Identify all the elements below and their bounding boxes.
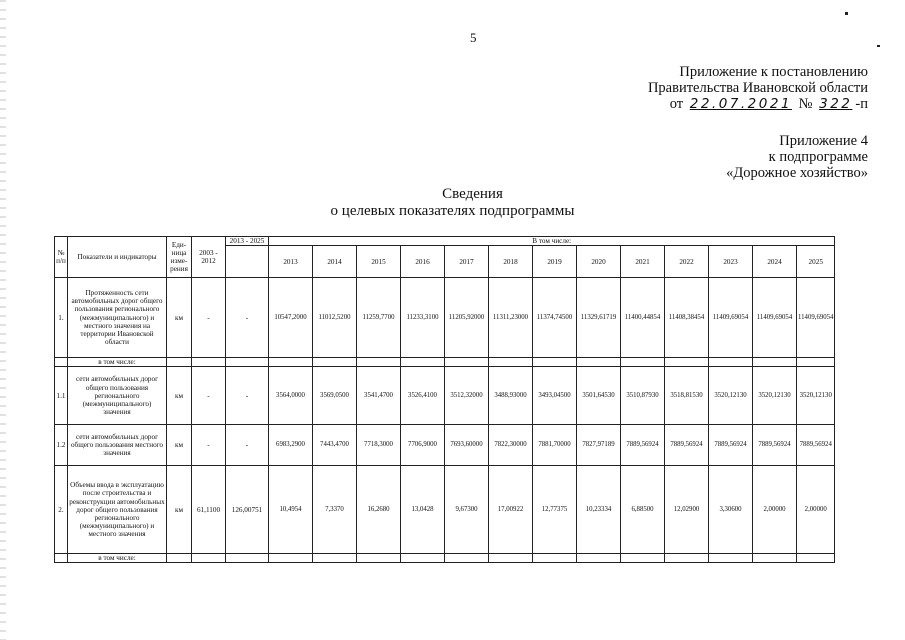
row-value: 16,2680 <box>357 466 401 554</box>
row-num: 2. <box>55 466 68 554</box>
table-row <box>55 466 835 554</box>
row-value: 11409,69054 <box>753 278 797 358</box>
scan-edge-artifact <box>0 0 6 640</box>
header-year: 2013 <box>269 246 313 278</box>
row-total: - <box>226 278 269 358</box>
appendix-line-3: «Дорожное хозяйство» <box>726 165 868 181</box>
row-base: 61,1100 <box>192 466 226 554</box>
header-total-period: 2013 - 2025 <box>226 237 269 246</box>
document-title <box>0 186 905 219</box>
header-year: 2022 <box>665 246 709 278</box>
row-value: 3493,04500 <box>533 367 577 425</box>
row-value: 11400,44854 <box>621 278 665 358</box>
header-name: Показатели и индикаторы <box>68 237 167 278</box>
header-year: 2025 <box>797 246 835 278</box>
row-value: 3541,4700 <box>357 367 401 425</box>
header-total-empty <box>226 246 269 278</box>
row-including-label: в том числе: <box>68 554 167 563</box>
row-value: 3520,12130 <box>797 367 835 425</box>
row-value: 17,00922 <box>489 466 533 554</box>
row-value: 10547,2000 <box>269 278 313 358</box>
row-base: - <box>192 367 226 425</box>
title-line-2: о целевых показателях подпрограммы <box>330 202 575 219</box>
row-name: Объемы ввода в эксплуатацию после строительства и реконструкции автомобильных дорог общего пользования регионального (межмуниципального) и местного значения <box>68 466 167 554</box>
header-year: 2020 <box>577 246 621 278</box>
row-value: 6983,2900 <box>269 425 313 466</box>
row-value: 2,00000 <box>753 466 797 554</box>
row-value: 7889,56924 <box>753 425 797 466</box>
row-value: 3488,93000 <box>489 367 533 425</box>
row-value: 11311,23000 <box>489 278 533 358</box>
header-year: 2015 <box>357 246 401 278</box>
table-header-row-1 <box>55 237 835 246</box>
page-number: 5 <box>470 30 477 45</box>
row-value: 7889,56924 <box>709 425 753 466</box>
row-value: 9,67300 <box>445 466 489 554</box>
row-unit: км <box>167 466 192 554</box>
header-unit: Еди- ница изме- рения <box>167 237 192 278</box>
row-value: 2,00000 <box>797 466 835 554</box>
row-value: 11205,92000 <box>445 278 489 358</box>
date-prefix: от <box>669 96 684 112</box>
row-value: 11408,38454 <box>665 278 709 358</box>
row-value: 3,30600 <box>709 466 753 554</box>
header-line-2: Правительства Ивановской области <box>647 80 868 96</box>
resolution-header <box>648 64 868 112</box>
row-value: 3564,0000 <box>269 367 313 425</box>
row-value: 10,23334 <box>577 466 621 554</box>
row-total: 126,00751 <box>226 466 269 554</box>
row-unit: км <box>167 367 192 425</box>
header-base-period: 2003 - 2012 <box>192 237 226 278</box>
row-value: 7822,30000 <box>489 425 533 466</box>
row-value: 11329,61719 <box>577 278 621 358</box>
row-unit: км <box>167 278 192 358</box>
row-name: сети автомобильных дорог общего пользования регионального (межмуниципального) значения <box>68 367 167 425</box>
row-name: Протяженность сети автомобильных дорог общего пользования регионального (межмуниципального) и местного значения на территории Ивановской области <box>68 278 167 358</box>
row-value: 3501,64530 <box>577 367 621 425</box>
row-num-empty <box>55 554 68 563</box>
appendix-header <box>726 133 868 181</box>
indicators-table <box>54 236 835 563</box>
row-value: 10,4954 <box>269 466 313 554</box>
row-value: 3526,4100 <box>401 367 445 425</box>
header-year: 2021 <box>621 246 665 278</box>
handwritten-date: 22.07.2021 <box>689 96 793 112</box>
row-value: 11374,74500 <box>533 278 577 358</box>
header-including: В том числе: <box>269 237 835 246</box>
header-num: № п/п <box>55 237 68 278</box>
row-value: 3510,87930 <box>621 367 665 425</box>
header-year: 2019 <box>533 246 577 278</box>
table-subheader-row <box>55 554 835 563</box>
header-year: 2017 <box>445 246 489 278</box>
row-num: 1.1 <box>55 367 68 425</box>
handwritten-number: 322 <box>819 96 853 112</box>
row-value: 6,88500 <box>621 466 665 554</box>
row-value: 3569,0500 <box>313 367 357 425</box>
row-value: 3520,12130 <box>753 367 797 425</box>
row-value: 7693,60000 <box>445 425 489 466</box>
header-year: 2014 <box>313 246 357 278</box>
row-value: 11409,69054 <box>709 278 753 358</box>
number-sign: № <box>798 96 813 112</box>
row-including-label: в том числе: <box>68 358 167 367</box>
header-date-line <box>648 96 868 112</box>
row-base: - <box>192 425 226 466</box>
row-num: 1.2 <box>55 425 68 466</box>
row-value: 3520,12130 <box>709 367 753 425</box>
row-total: - <box>226 367 269 425</box>
row-value: 7443,4700 <box>313 425 357 466</box>
table-row <box>55 278 835 358</box>
table-subheader-row <box>55 358 835 367</box>
row-value: 12,77375 <box>533 466 577 554</box>
row-value: 7,3370 <box>313 466 357 554</box>
row-value: 3512,32000 <box>445 367 489 425</box>
table-row <box>55 367 835 425</box>
row-name: сети автомобильных дорог общего пользования местного значения <box>68 425 167 466</box>
row-value: 7718,3000 <box>357 425 401 466</box>
row-value: 7881,70000 <box>533 425 577 466</box>
row-value: 13,0428 <box>401 466 445 554</box>
row-value: 11409,69054 <box>797 278 835 358</box>
row-value: 11012,5200 <box>313 278 357 358</box>
header-year: 2016 <box>401 246 445 278</box>
header-year: 2023 <box>709 246 753 278</box>
table-row <box>55 425 835 466</box>
row-base: - <box>192 278 226 358</box>
header-line-1: Приложение к постановлению <box>679 64 868 80</box>
row-value: 3518,81530 <box>665 367 709 425</box>
row-total: - <box>226 425 269 466</box>
row-value: 11259,7700 <box>357 278 401 358</box>
row-value: 7889,56924 <box>665 425 709 466</box>
row-value: 12,02900 <box>665 466 709 554</box>
number-suffix: -п <box>855 96 868 112</box>
row-value: 7889,56924 <box>621 425 665 466</box>
header-year: 2024 <box>753 246 797 278</box>
scan-speck <box>845 12 848 15</box>
row-value: 7827,97189 <box>577 425 621 466</box>
header-year: 2018 <box>489 246 533 278</box>
row-num-empty <box>55 358 68 367</box>
row-unit: км <box>167 425 192 466</box>
appendix-line-1: Приложение 4 <box>779 133 868 149</box>
row-value: 7889,56924 <box>797 425 835 466</box>
title-line-1: Сведения <box>442 186 503 202</box>
appendix-line-2: к подпрограмме <box>768 149 868 165</box>
scan-speck <box>877 45 880 47</box>
row-num: 1. <box>55 278 68 358</box>
row-value: 11233,3100 <box>401 278 445 358</box>
row-value: 7706,9000 <box>401 425 445 466</box>
